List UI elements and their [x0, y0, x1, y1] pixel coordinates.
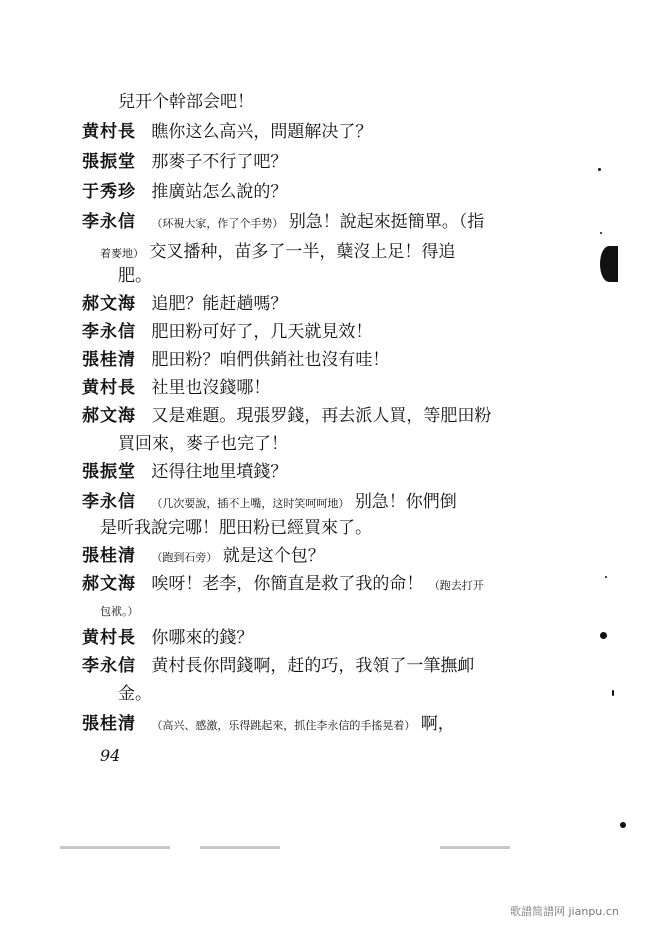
script-line-4 [82, 210, 502, 236]
script-line-16 [82, 544, 502, 570]
script-line-0 [118, 90, 538, 114]
line-text: 又是难題。現張罗錢，再去派人買，等肥田粉 [151, 406, 492, 426]
script-line-5 [100, 240, 520, 266]
line-text: 社里也沒錢哪！ [151, 378, 271, 398]
speaker-name: 黄村長 [82, 628, 136, 648]
line-text: 是听我說完哪！肥田粉已經買來了。 [100, 518, 372, 538]
stage-direction: （跑去打开 [428, 579, 484, 592]
script-line-12 [118, 432, 538, 456]
speaker-name: 李永信 [82, 322, 136, 342]
line-text: 啊， [420, 714, 455, 734]
bottom-scan-smudge [440, 846, 510, 849]
speaker-name: 張桂清 [82, 714, 136, 734]
line-text: 还得往地里墳錢？ [151, 462, 288, 482]
line-text: 追肥？能赶趟嗎？ [151, 294, 288, 314]
stage-direction: 包袱。） [100, 605, 139, 618]
line-text: 肥。 [118, 266, 152, 286]
ink-speck [605, 576, 607, 578]
stage-direction: （跑到石旁） [151, 551, 218, 564]
watermark: 歌譜简譜网 jianpu.cn [510, 905, 619, 918]
script-line-18 [100, 598, 520, 624]
ink-speck [612, 690, 614, 696]
speaker-name: 李永信 [82, 656, 136, 676]
line-text: 兒开个幹部会吧！ [118, 92, 254, 112]
speaker-name: 郝文海 [82, 574, 136, 594]
script-line-21 [118, 682, 538, 706]
script-line-6 [118, 264, 538, 288]
script-line-10 [82, 376, 502, 400]
script-line-7 [82, 292, 502, 316]
line-text: 别急！你們倒 [354, 492, 457, 512]
script-line-9 [82, 348, 502, 372]
ink-speck [600, 632, 607, 639]
bottom-scan-smudge [200, 846, 280, 849]
speaker-name: 郝文海 [82, 294, 136, 314]
script-line-19 [82, 626, 502, 650]
line-text: 别急！說起來挺簡單。（指 [288, 212, 485, 232]
line-text: 就是这个包？ [222, 546, 325, 566]
line-text: 唉呀！老李，你簡直是救了我的命！ [151, 574, 424, 594]
script-line-3 [82, 180, 502, 204]
line-text: 買回來，麥子也完了！ [118, 434, 288, 454]
script-line-2 [82, 150, 502, 174]
script-line-20 [82, 654, 502, 678]
line-text: 瞧你这么高兴，問題解决了？ [151, 122, 373, 142]
line-text: 金。 [118, 684, 152, 704]
speaker-name: 李永信 [82, 212, 136, 232]
script-line-15 [100, 516, 520, 540]
script-line-8 [82, 320, 502, 344]
speaker-name: 張桂清 [82, 350, 136, 370]
line-text: 交叉播种，苗多了一半，蘖沒上足！得追 [149, 242, 456, 262]
bottom-scan-smudge [60, 846, 170, 849]
speaker-name: 張桂清 [82, 546, 136, 566]
script-line-22 [82, 712, 502, 738]
line-text: 肥田粉可好了，几天就見效！ [151, 322, 373, 342]
speaker-name: 郝文海 [82, 406, 136, 426]
speaker-name: 于秀珍 [82, 182, 136, 202]
script-line-1 [82, 120, 502, 144]
speaker-name: 張振堂 [82, 462, 136, 482]
script-line-11 [82, 404, 502, 428]
script-line-17 [82, 572, 502, 598]
ink-speck [598, 168, 601, 171]
stage-direction: （高兴、感激，乐得跳起來，抓住李永信的手搖晃着） [151, 719, 416, 732]
line-text: 推廣站怎么說的？ [151, 182, 288, 202]
page-number: 94 [100, 746, 121, 765]
speaker-name: 張振堂 [82, 152, 136, 172]
line-text: 你哪來的錢？ [151, 628, 254, 648]
stage-direction: （几次要說，插不上嘴，这时笑呵呵地） [151, 497, 350, 510]
speaker-name: 黄村長 [82, 378, 136, 398]
line-text: 肥田粉？咱們供銷社也沒有哇！ [151, 350, 390, 370]
script-line-13 [82, 460, 502, 484]
speaker-name: 李永信 [82, 492, 136, 512]
ink-blot [600, 246, 618, 282]
ink-speck [600, 232, 602, 234]
stage-direction: 着麥地） [100, 247, 144, 260]
speaker-name: 黄村長 [82, 122, 136, 142]
line-text: 黄村長你問錢啊，赶的巧，我領了一筆撫卹 [151, 656, 475, 676]
stage-direction: （环視大家，作了个手势） [151, 217, 284, 230]
script-line-14 [82, 490, 502, 516]
line-text: 那麥子不行了吧？ [151, 152, 288, 172]
ink-speck [620, 822, 626, 828]
